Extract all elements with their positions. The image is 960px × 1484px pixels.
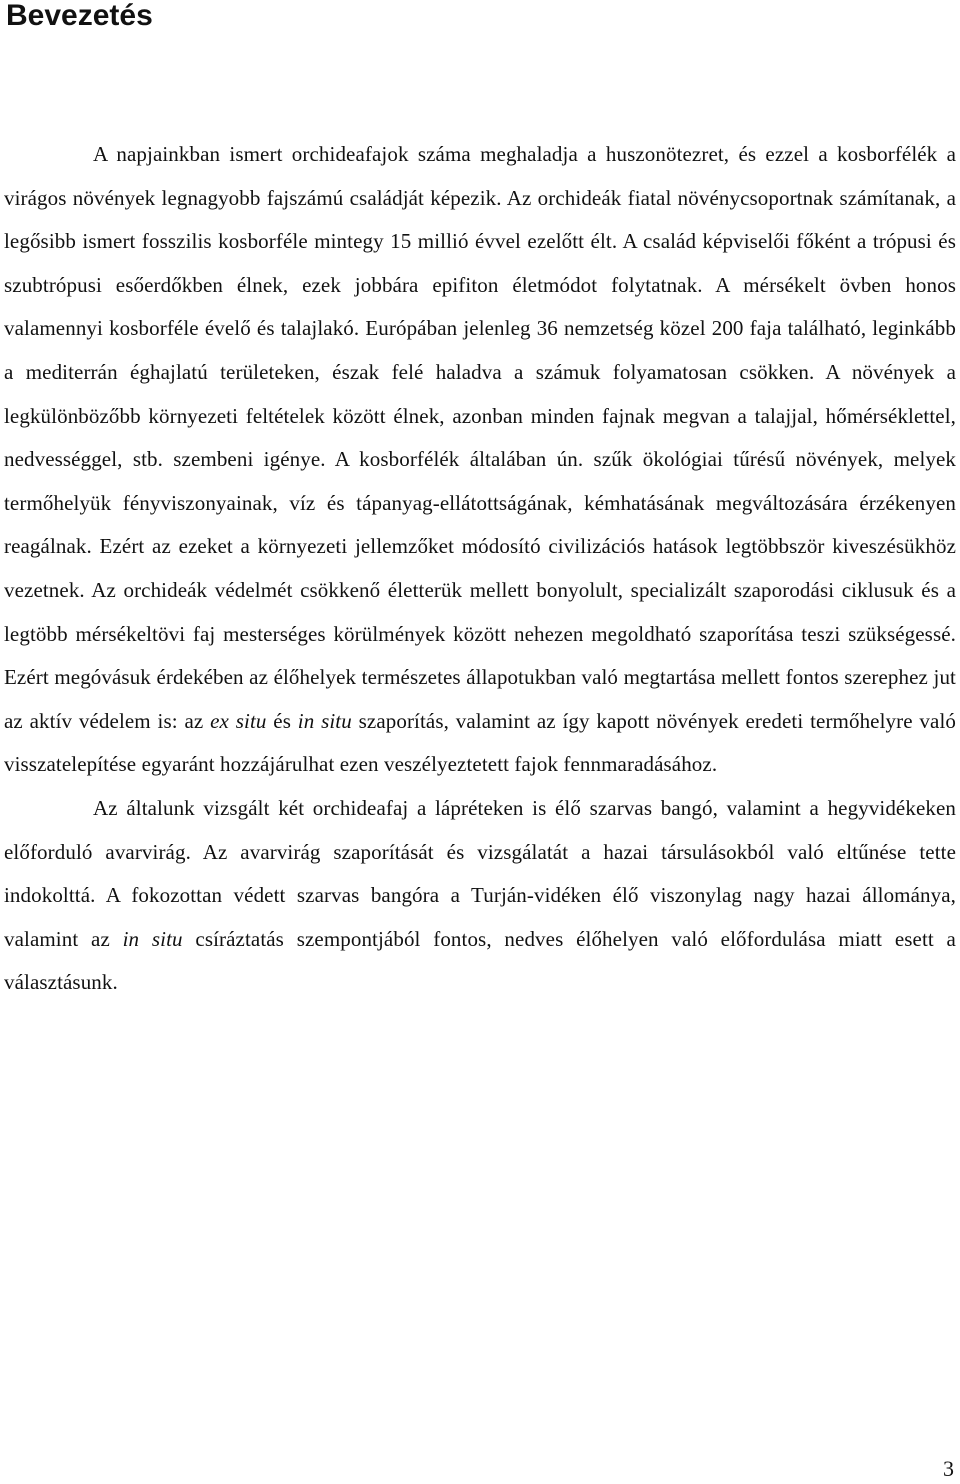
body-text [4, 133, 956, 1005]
italic-term-in-situ: in situ [122, 926, 183, 951]
text-run: A napjainkban ismert orchideafajok száma meghaladja a huszonötezret, és ezzel a kosborfélék a virágos növények legnagyobb fajszámú családját képezik. Az orchideák fiatal növénycsoportnak számítanak, a legősibb ismert fosszilis kosborféle mintegy 15 millió évvel ezelőtt élt. A család képviselői főként a trópusi és szubtrópusi esőerdőkben élnek, ezek jobbára epifiton életmódot folytatnak. A mérsékelt övben honos valamennyi kosborféle évelő és talajlakó. Európában jelenleg 36 nemzetség közel 200 faja található, leginkább a mediterrán éghajlatú területeken, észak felé haladva a számuk folyamatosan csökken. A növények a legkülönbözőbb környezeti feltételek között élnek, azonban minden fajnak megvan a talajjal, hőmérséklettel, nedvességgel, stb. szembeni igénye. A kosborfélék általában ún. szűk ökológiai tűrésű növények, melyek termőhelyük fényviszonyainak, víz és tápanyag-ellátottságának, kémhatásának megváltozására érzékenyen reagálnak. Ezért az ezeket a környezeti jellemzőket módosító civilizációs hatások legtöbbször kiveszésükhöz vezetnek. Az orchideák védelmét csökkenő életterük mellett bonyolult, specializált szaporodási ciklusuk és a legtöbb mérsékeltövi faj mesterséges körülmények között nehezen megoldható szaporítása teszi szükségessé. Ezért megóvásuk érdekében az élőhelyek természetes állapotukban való megtartása mellett fontos szerephez jut az aktív védelem is: az [4, 142, 956, 733]
paragraph-studied-species [4, 787, 956, 1005]
page-number: 3 [943, 1456, 954, 1481]
text-run: Az általunk vizsgált két orchideafaj a lápréteken is élő szarvas bangó, valamint a hegyvidékeken előforduló avarvirág. Az avarvirág szaporítását és vizsgálatát a hazai társulásokból való eltűnése tette indokolttá. A fokozottan védett szarvas bangóra a Turján-vidéken élő viszonylag nagy hazai állománya, valamint az [4, 795, 956, 951]
text-run: és [266, 708, 298, 733]
italic-term-in-situ: in situ [297, 708, 352, 733]
text-run: csíráztatás szempontjából fontos, nedves élőhelyen való előfordulása miatt esett a választásunk. [4, 926, 956, 995]
italic-term-ex-situ: ex situ [210, 708, 267, 733]
paragraph-intro [4, 133, 956, 787]
text-run: szaporítás, valamint az így kapott növények eredeti termőhelyre való visszatelepítése egyaránt hozzájárulhat ezen veszélyeztetett fajok fennmaradásához. [4, 708, 956, 777]
page-title: Bevezetés [6, 0, 153, 32]
